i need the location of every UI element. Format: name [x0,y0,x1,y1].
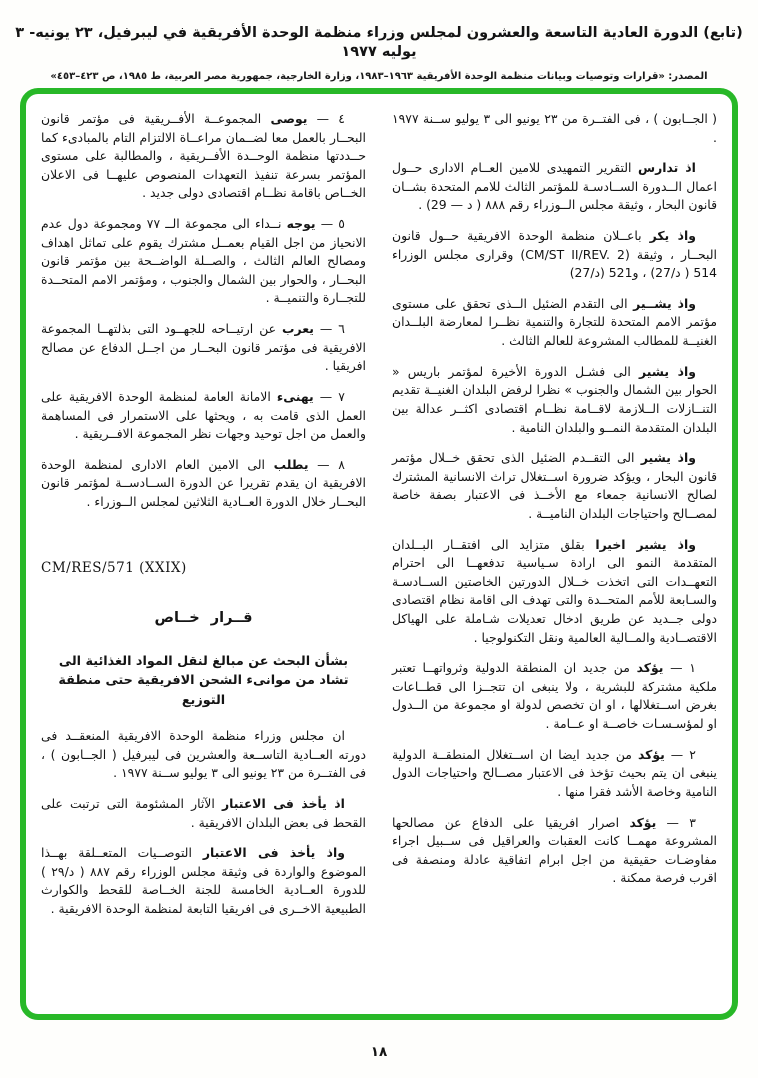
preamble-paragraph [392,159,717,215]
paragraph-lead: واذ يشير [640,450,696,466]
preamble-paragraph [392,295,717,351]
paragraph-text: نــداء الى مجموعة الــ ٧٧ ومجموعة دول عدم الانحياز من اجل القيام بعمــل مشترك يقوم على تماثل اهداف ومصالح العالم الثالث ، والصــلة الواضــحة بين مؤتمر قانون البحــار ، والحوار بين الشمال والجنوب ، ومؤتمر الامم المتحــدة للتجــارة والتنميــة . [41,216,366,306]
two-column-layout [41,110,717,1004]
operative-paragraph-4 [41,110,366,203]
operative-paragraph-5 [41,215,366,308]
preamble-paragraph [41,795,366,832]
paragraph-text: الآثار المشئومة التى ترتبت على القحط فى بعض البلدان الافريقية . [41,795,366,830]
paragraph-lead: يوصى [270,111,308,126]
paragraph-text: ان مجلس وزراء منظمة الوحدة الافريقية المنعقــد فى دورته العــادية التاســعة والعشرين فى ليبرفيل ( الجــابون ) ، فى الفتــرة من ٢٣ يونيو الى ٣ يوليو ســنة ١٩٧٧ . [41,728,366,781]
preamble-paragraph [392,227,717,283]
paragraph-text: من جديد ان المنطقة الدولية وثرواتهــا تعتبر ملكية مشتركة للبشرية ، ولا ينبغى ان تتجــزا الى قطــاعات بغرض اســتغلالها ، او ان تخصص لدولة او مجموعة من الــدول او لمؤسـسـات خاصــة او عــامة . [392,660,717,732]
paragraph-text: المجموعــة الأفــريقية فى مؤتمر قانون البحــار بالعمل معا لضــمان مراعــاة الالتزام التام بالمبادىء كما حــددتها منظمة الوحــدة الأفــريقية ، والمطالبة على مستوى المؤتمر بسرعة تنفيذ التعهدات المنصوص عليهــا فى الاعلان الخــاص باقامة نظــام اقتصادى دولى جديد . [41,111,366,201]
operative-paragraph-8 [41,456,366,512]
paragraph-text: اصرار افريقيا على الدفاع عن مصالحها المشروعة مهمــا كانت العقبات والعراقيل فى ســبيل اجراء مفاوضـات حقيقية من اجل ابرام اتفاقية عادلة ومنصفة فى اقرب فرصة ممكنة . [392,814,717,886]
preamble-paragraph [392,449,717,523]
paragraph-text: الى التقــدم الضئيل الذى تحقق خــلال مؤتمر قانون البحار ، ويؤكد ضرورة اســتغلال تراث الانسانية المشترك لصالح الانسانية جمعاء مع الأخــذ فى الاعتبار بصفة خاصة لمصــالح واحتياجات البلدان الناميــة . [392,450,717,521]
paragraph-number: ٧ — [313,388,345,404]
operative-paragraph-2 [392,746,717,802]
column-right [392,110,717,1004]
paragraph-text: من جديد ايضا ان اســتغلال المنطقــة الدولية ينبغى ان يتم بحيث تؤخذ فى الاعتبار مصــالح واحتياجات الدول النامية وخاصة الأشد فقرا منها . [392,746,717,799]
paragraph-lead: يوجه [286,216,316,232]
paragraph-lead: اذ تدارس [638,160,696,176]
preamble-paragraph [41,844,366,918]
paragraph-lead: واذ يشــير [633,295,696,311]
paragraph-continuation [392,110,717,147]
preamble-paragraph [392,363,717,437]
opening-paragraph [41,727,366,783]
paragraph-text: الى فشـل الدورة الأخيرة لمؤتمر باريس « الحوار بين الشمال والجنوب » نظرا لرفض البلدان الغنيــة تقديم التنــازلات الــلازمة لاقــامة نظــام اقتصادى اكثــر عدالة بين البلدان المتقدمة النمــو والبلدان النامية . [392,363,717,435]
paragraph-number: ٦ — [313,321,345,337]
operative-paragraph-7 [41,388,366,444]
paragraph-lead: يعرب [282,321,314,337]
page-header [0,0,758,82]
paragraph-lead: يؤكد [629,814,657,830]
paragraph-text: الامانة العامة لمنظمة الوحدة الافريقية على العمل الذى قامت به ، ويحثها على الاستمرار فى المساهمة والعمل من اجل توحيد وجهات نظر المجموعة الافــريقية . [41,388,366,442]
paragraph-text: التقرير التمهيدى للامين العــام الادارى حــول اعمال الــدورة الســادسـة للمؤتمر الثالث للامم المتحدة بشــان قانون البحار ، وثيقة مجلس الــوزراء رقم ٨٨٨ ( د — 29) . [392,160,717,213]
paragraph-lead: يطلب [273,456,309,472]
operative-paragraph-1 [392,659,717,733]
preamble-paragraph [392,536,717,648]
paragraph-lead: واذ يشير [639,363,696,379]
paragraph-lead: واذ يكر [649,228,696,244]
paragraph-lead: واذ يشير اخيرا [595,536,696,552]
operative-paragraph-3 [392,814,717,888]
column-left [41,110,366,1004]
paragraph-text: الى الامين العام الادارى لمنظمة الوحدة الافريقية ان يقدم تقريرا عن الدورة الســادســة لمؤتمر قانون البحــار خلال الدورة العــادية الثلاثين لمجلس الــوزراء . [41,456,366,509]
page-number: ١٨ [370,1044,388,1060]
green-frame [20,88,738,1020]
paragraph-lead: يؤكد [637,746,665,762]
paragraph-text: ( الجــابون ) ، فى الفتــرة من ٢٣ يونيو الى ٣ يوليو ســنة ١٩٧٧ . [392,111,717,145]
paragraph-lead: يؤكد [636,660,664,676]
session-title: (تابع) الدورة العادية التاسعة والعشرون لمجلس وزراء منظمة الوحدة الأفريقية في ليبرفيل، ٢٣ يونيه- ٣ يوليه ١٩٧٧ [15,25,743,60]
decision-heading: قــرار خــاص [154,609,253,626]
paragraph-text: عن ارتيــاحه للجهــود التى بذلتهــا المجموعة الافريقية فى مؤتمر قانون البحــار من اجــل الدفاع عن مصالح افريقيا . [41,321,366,374]
operative-paragraph-6 [41,320,366,376]
paragraph-number: ٢ — [664,746,696,762]
paragraph-number: ٥ — [315,216,345,232]
paragraph-text: التوصــيات المتعــلقة بهــذا الموضوع والواردة فى وثيقة مجلس الوزراء رقم ٨٨٧ ( د/٢٩ ) للدورة العــادية الخامسة للجنة الخــاصة للقحط والكوارث الطبيعية الاخــرى فى افريقيا التابعة لمنظمة الوحدة الافريقية . [41,845,367,916]
paragraph-number: ٨ — [308,456,345,472]
paragraph-lead: يهنىء [276,388,314,404]
paragraph-lead: واذ يأخذ فى الاعتبار [202,845,345,861]
paragraph-number: ٣ — [656,814,696,830]
paragraph-text: بقلق متزايد الى افتقــار البــلدان المتقدمة النمو الى ارادة سـياسية تدفعهــا الى احترام التعهــدات التى اتخذت خــلال الدورتين الخاصتين الســادسـة والسـابعة للأمم المتحــدة والتى تهدف الى اقامة نظام اقتصادى دولى جــديد عن طريق ادخال تعديلات شـاملة على الهياكل الاقتصــادية والمــالية العالمية ونقل التكنولوجيا . [392,536,717,645]
paragraph-text: باعــلان منظمة الوحدة الافريقية حــول قانون البحــار ، وثيقة (CM/ST II/REV. 2) وقرارى مجلس الوزراء 514 ( د/27) ، و521 (د/27) [392,228,717,281]
paragraph-number: ١ — [663,660,696,676]
paragraph-lead: اذ يأخذ فى الاعتبار [221,795,345,811]
source-citation: المصدر: «قرارات وتوصيات وبيانات منظمة الوحدة الأفريقية ١٩٦٣–١٩٨٣، وزارة الخارجية، جمهورية مصر العربية، ط ١٩٨٥، ص ٤٢٣–٤٥٣» [50,70,708,82]
resolution-reference: CM/RES/571 (XXIX) [41,559,187,576]
paragraph-text: الى التقدم الضئيل الــذى تحقق على مستوى مؤتمر الامم المتحدة للتجارة والتنمية نظــرا لمعارضة البلــدان الغنيــة للمطالب المشروعة للعالم الثالث . [392,295,717,349]
paragraph-number: ٤ — [307,111,345,126]
resolution-subject: بشأن البحث عن مبالغ لنقل المواد الغذائية الى تشاد من موانىء الشحن الافريقية حتى منطقة التوزيع [58,653,349,709]
